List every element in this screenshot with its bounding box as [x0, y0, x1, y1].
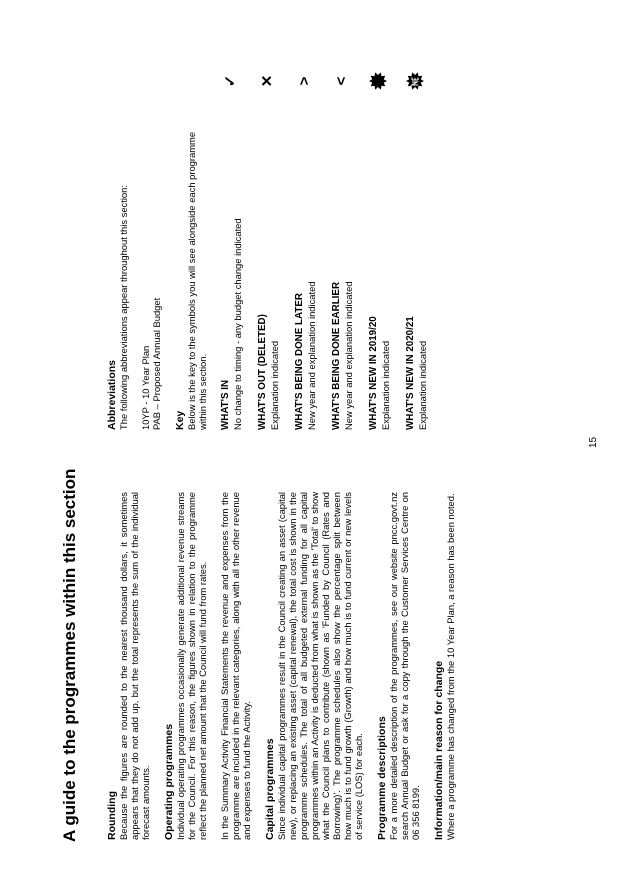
- key-title: WHAT'S NEW IN 2019/20: [368, 316, 379, 430]
- key-title: WHAT'S BEING DONE EARLIER: [331, 281, 342, 430]
- new-badge-icon: [406, 72, 424, 90]
- key-row-new-2020-21: [405, 78, 428, 430]
- operating-text-1: Individual operating programmes occasionally generate additional revenue streams for the Council. For this reason, the figures shown in relation to the programme reflect the planned net amount that the Council will fund from rates.: [175, 492, 208, 840]
- descriptions-section: [376, 492, 421, 840]
- abbreviation-item: PAB – Proposed Annual Budget: [151, 297, 162, 430]
- abbreviations-section: [106, 78, 162, 430]
- key-row-done-later: [294, 78, 317, 430]
- page-number: 15: [588, 436, 599, 448]
- descriptions-heading: Programme descriptions: [376, 716, 388, 840]
- operating-section: [163, 492, 252, 840]
- abbreviation-list: [140, 78, 162, 430]
- capital-text: Since individual capital programmes result in the Council creating an asset (capital new), or replacing an existing asset (capital renewal), the total cost is shown in the programme schedules. The total of all budgeted external funding for all capital programmes within an Activity is deducted from what is shown as the 'Total' to show what the Council plans to contribute (shown as 'Funded by Council (Rates and Borrowing)'. The programme schedules also show the percentage split between how much is to fund growth (Growth) and how much is to fund current or new levels of service (LOS) for each.: [276, 492, 364, 840]
- abbreviations-heading: Abbreviations: [106, 359, 118, 430]
- key-section: [174, 78, 208, 430]
- key-description: Explanation indicated: [380, 340, 391, 430]
- starburst-icon: [369, 72, 387, 90]
- information-heading: Information/main reason for change: [433, 660, 445, 840]
- key-intro: Below is the key to the symbols you will see alongside each programme within this section.: [186, 131, 208, 430]
- key-description: Explanation indicated: [417, 340, 428, 430]
- operating-heading: Operating programmes: [163, 723, 175, 840]
- key-description: New year and explanation indicated: [306, 281, 317, 430]
- key-title: WHAT'S OUT (DELETED): [257, 314, 268, 430]
- key-row-new-2019-20: [368, 78, 391, 430]
- page-title: A guide to the programmes within this section: [60, 468, 79, 842]
- abbreviation-item: 10YP - 10 Year Plan: [140, 345, 151, 430]
- left-column: [106, 492, 468, 840]
- key-description: No change to timing - any budget change indicated: [232, 218, 243, 430]
- descriptions-text: For a more detailed description of the programmes, see our website pncc.govt.nz search Annual Budget or ask for a copy through the Customer Services Centre on 06 356 8199.: [388, 492, 421, 840]
- rounding-heading: Rounding: [106, 791, 118, 840]
- right-column: [106, 74, 442, 430]
- greater-than-icon: >: [295, 76, 313, 86]
- cross-icon: ✕: [258, 74, 276, 88]
- less-than-icon: <: [332, 76, 350, 86]
- key-row-whats-out: [257, 74, 280, 430]
- information-section: [433, 492, 456, 840]
- operating-text-2: In the Summary Activity Financial Statements the revenue and expenses from the programme are included in the relevant categories, along with all the other revenue and expenses to fund the Activity.: [219, 492, 252, 840]
- checkmark-icon: ✓: [221, 74, 239, 88]
- key-description: Explanation indicated: [269, 340, 280, 430]
- key-title: WHAT'S IN: [220, 379, 231, 430]
- key-row-done-earlier: [331, 78, 354, 430]
- capital-section: [264, 492, 364, 840]
- rounding-section: [106, 492, 151, 840]
- key-description: New year and explanation indicated: [343, 281, 354, 430]
- capital-heading: Capital programmes: [264, 738, 276, 840]
- rounding-text: Because the figures are rounded to the nearest thousand dollars, it sometimes appears that they do not add up, but the total represents the sum of the individual forecast amounts.: [118, 492, 151, 840]
- key-title: WHAT'S BEING DONE LATER: [294, 293, 305, 430]
- key-row-whats-in: [220, 74, 243, 430]
- key-title: WHAT'S NEW IN 2020/21: [405, 316, 416, 430]
- information-text: Where a programme has changed from the 10 Year Plan, a reason has been noted.: [445, 493, 456, 840]
- abbreviations-intro: The following abbreviations appear throughout this section:: [118, 185, 129, 430]
- key-heading: Key: [174, 410, 186, 430]
